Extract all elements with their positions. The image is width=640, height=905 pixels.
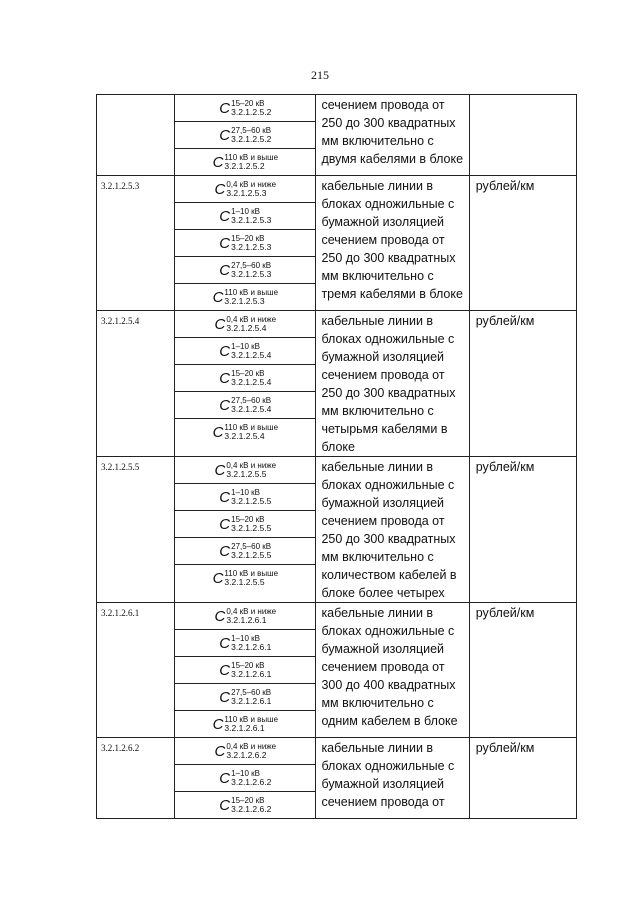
- rate-symbol: [214, 180, 276, 198]
- unit-cell: рублей/км: [469, 603, 576, 738]
- voltage-superscript: 110 кВ и выше: [224, 288, 279, 297]
- voltage-superscript: 110 кВ и выше: [224, 569, 279, 578]
- voltage-superscript: 110 кВ и выше: [224, 715, 279, 724]
- code-subscript: 3.2.1.2.6.1: [231, 669, 272, 679]
- table-row: [97, 311, 577, 457]
- rate-symbol-row: [175, 230, 315, 257]
- table-row: [97, 176, 577, 311]
- voltage-superscript: 27,5–60 кВ: [231, 542, 272, 551]
- tariff-table: [96, 94, 577, 819]
- rate-symbol-row: [175, 338, 315, 365]
- code-subscript: 3.2.1.2.6.1: [224, 723, 265, 733]
- symbol-cell: [175, 738, 316, 819]
- symbol-letter: C: [219, 369, 231, 387]
- rate-symbol: [213, 715, 278, 733]
- symbol-index: [231, 261, 271, 279]
- symbol-index: [224, 153, 278, 171]
- symbol-letter: C: [212, 153, 224, 171]
- code-subscript: 3.2.1.2.6.1: [231, 642, 272, 652]
- rate-symbol-row: [175, 765, 315, 792]
- symbol-cell: [175, 95, 316, 176]
- description-line: кабельные линии в: [321, 460, 434, 474]
- code-subscript: 3.2.1.2.5.2: [224, 161, 265, 171]
- description-cell: [316, 457, 469, 603]
- code-subscript: 3.2.1.2.5.5: [224, 577, 265, 587]
- symbol-index: [231, 796, 271, 814]
- table-row: [97, 457, 577, 603]
- code-subscript: 3.2.1.2.5.5: [231, 523, 272, 533]
- description-line: сечением провода от: [321, 514, 445, 528]
- description-line: блоке: [321, 440, 355, 454]
- symbol-letter: C: [214, 461, 226, 479]
- symbol-letter: C: [219, 396, 231, 414]
- symbol-stack: [175, 738, 315, 818]
- row-code: 3.2.1.2.5.5: [97, 457, 175, 603]
- description-line: тремя кабелями в блоке: [321, 287, 463, 301]
- voltage-superscript: 15–20 кВ: [231, 369, 265, 378]
- rate-symbol-row: [175, 565, 315, 591]
- description-line: 250 до 300 квадратных: [321, 532, 456, 546]
- voltage-superscript: 1–10 кВ: [231, 769, 260, 778]
- voltage-superscript: 0,4 кВ и ниже: [226, 315, 277, 324]
- voltage-superscript: 0,4 кВ и ниже: [226, 180, 277, 189]
- symbol-index: [226, 315, 276, 333]
- rate-symbol: [214, 461, 276, 479]
- description-line: кабельные линии в: [321, 606, 434, 620]
- rate-symbol-row: [175, 257, 315, 284]
- rate-symbol: [213, 423, 278, 441]
- rate-symbol: [219, 207, 271, 225]
- code-subscript: 3.2.1.2.6.2: [226, 750, 267, 760]
- description-line: сечением провода от: [321, 98, 445, 112]
- description-line: мм включительно с: [321, 404, 434, 418]
- symbol-letter: C: [212, 569, 224, 587]
- table-row: [97, 603, 577, 738]
- voltage-superscript: 0,4 кВ и ниже: [226, 742, 277, 751]
- description-cell: [316, 95, 469, 176]
- rate-symbol-row: [175, 176, 315, 203]
- table-row: [97, 738, 577, 819]
- description-line: блоках одножильные с: [321, 478, 455, 492]
- rate-symbol-row: [175, 484, 315, 511]
- voltage-superscript: 110 кВ и выше: [224, 153, 279, 162]
- symbol-index: [231, 369, 271, 387]
- description-cell: [316, 311, 469, 457]
- code-subscript: 3.2.1.2.5.5: [226, 469, 267, 479]
- rate-symbol-row: [175, 392, 315, 419]
- voltage-superscript: 15–20 кВ: [231, 515, 265, 524]
- description-line: бумажной изоляцией: [321, 215, 445, 229]
- rate-symbol-row: [175, 95, 315, 122]
- symbol-index: [224, 569, 278, 587]
- symbol-index: [226, 180, 276, 198]
- rate-symbol: [219, 542, 271, 560]
- symbol-letter: C: [214, 315, 226, 333]
- symbol-letter: C: [219, 688, 231, 706]
- symbol-index: [226, 461, 276, 479]
- rate-symbol-row: [175, 684, 315, 711]
- voltage-superscript: 0,4 кВ и ниже: [226, 461, 277, 470]
- description-line: количеством кабелей в: [321, 568, 457, 582]
- description-line: 300 до 400 квадратных: [321, 678, 456, 692]
- description-line: двумя кабелями в блоке: [321, 152, 464, 166]
- rate-symbol: [219, 126, 271, 144]
- rate-symbol: [214, 607, 276, 625]
- unit-cell: рублей/км: [469, 176, 576, 311]
- table-row: [97, 95, 577, 176]
- row-code: 3.2.1.2.5.4: [97, 311, 175, 457]
- description-line: мм включительно с: [321, 269, 434, 283]
- voltage-superscript: 15–20 кВ: [231, 99, 265, 108]
- symbol-letter: C: [219, 261, 231, 279]
- code-subscript: 3.2.1.2.6.1: [226, 615, 267, 625]
- rate-symbol: [219, 396, 271, 414]
- voltage-superscript: 15–20 кВ: [231, 796, 265, 805]
- code-subscript: 3.2.1.2.5.5: [231, 550, 272, 560]
- rate-symbol: [219, 769, 271, 787]
- description-line: сечением провода от: [321, 660, 445, 674]
- symbol-letter: C: [219, 769, 231, 787]
- description-line: бумажной изоляцией: [321, 496, 445, 510]
- symbol-stack: [175, 176, 315, 310]
- voltage-superscript: 1–10 кВ: [231, 207, 260, 216]
- code-subscript: 3.2.1.2.6.2: [231, 777, 272, 787]
- voltage-superscript: 110 кВ и выше: [224, 423, 279, 432]
- code-subscript: 3.2.1.2.6.2: [231, 804, 272, 814]
- rate-symbol: [219, 796, 271, 814]
- rate-symbol: [219, 261, 271, 279]
- unit-cell: рублей/км: [469, 457, 576, 603]
- rate-symbol-row: [175, 657, 315, 684]
- description-line: 250 до 300 квадратных: [321, 251, 456, 265]
- symbol-index: [224, 715, 278, 733]
- rate-symbol: [219, 234, 271, 252]
- rate-symbol: [214, 742, 276, 760]
- code-subscript: 3.2.1.2.5.4: [226, 323, 267, 333]
- rate-symbol-row: [175, 603, 315, 630]
- symbol-stack: [175, 457, 315, 591]
- symbol-index: [231, 688, 271, 706]
- code-subscript: 3.2.1.2.5.4: [224, 431, 265, 441]
- rate-symbol: [213, 288, 278, 306]
- description-line: сечением провода от: [321, 795, 445, 809]
- rate-symbol: [219, 488, 271, 506]
- row-code: 3.2.1.2.6.1: [97, 603, 175, 738]
- symbol-cell: [175, 311, 316, 457]
- rate-symbol-row: [175, 538, 315, 565]
- description-line: блоках одножильные с: [321, 332, 455, 346]
- description-line: блоках одножильные с: [321, 759, 455, 773]
- rate-symbol: [214, 315, 276, 333]
- row-code: [97, 95, 175, 176]
- symbol-index: [231, 634, 271, 652]
- symbol-index: [231, 99, 271, 117]
- rate-symbol: [219, 99, 271, 117]
- voltage-superscript: 27,5–60 кВ: [231, 126, 272, 135]
- rate-symbol-row: [175, 738, 315, 765]
- description-line: блоках одножильные с: [321, 624, 455, 638]
- rate-symbol-row: [175, 365, 315, 392]
- description-cell: [316, 176, 469, 311]
- row-code: 3.2.1.2.5.3: [97, 176, 175, 311]
- rate-symbol: [219, 661, 271, 679]
- description-line: кабельные линии в: [321, 741, 434, 755]
- symbol-index: [231, 488, 271, 506]
- symbol-index: [231, 207, 271, 225]
- rate-symbol-row: [175, 419, 315, 445]
- description-line: четырьмя кабелями в: [321, 422, 448, 436]
- voltage-superscript: 15–20 кВ: [231, 234, 265, 243]
- description-line: сечением провода от: [321, 368, 445, 382]
- voltage-superscript: 0,4 кВ и ниже: [226, 607, 277, 616]
- voltage-superscript: 27,5–60 кВ: [231, 261, 272, 270]
- page-number: 215: [311, 68, 329, 82]
- description-line: одним кабелем в блоке: [321, 714, 458, 728]
- description-line: бумажной изоляцией: [321, 642, 445, 656]
- symbol-index: [231, 515, 271, 533]
- rate-symbol-row: [175, 122, 315, 149]
- symbol-index: [231, 126, 271, 144]
- symbol-letter: C: [212, 288, 224, 306]
- voltage-superscript: 15–20 кВ: [231, 661, 265, 670]
- unit-cell: рублей/км: [469, 738, 576, 819]
- rate-symbol-row: [175, 457, 315, 484]
- symbol-stack: [175, 311, 315, 445]
- code-subscript: 3.2.1.2.5.2: [231, 134, 272, 144]
- rate-symbol: [219, 369, 271, 387]
- symbol-index: [231, 234, 271, 252]
- voltage-superscript: 1–10 кВ: [231, 488, 260, 497]
- rate-symbol-row: [175, 149, 315, 175]
- symbol-letter: C: [219, 542, 231, 560]
- symbol-cell: [175, 176, 316, 311]
- symbol-letter: C: [219, 342, 231, 360]
- symbol-index: [231, 542, 271, 560]
- code-subscript: 3.2.1.2.5.5: [231, 496, 272, 506]
- description-line: бумажной изоляцией: [321, 777, 445, 791]
- description-line: сечением провода от: [321, 233, 445, 247]
- symbol-letter: C: [212, 423, 224, 441]
- symbol-letter: C: [219, 634, 231, 652]
- unit-cell: рублей/км: [469, 311, 576, 457]
- code-subscript: 3.2.1.2.5.3: [231, 215, 272, 225]
- symbol-index: [231, 769, 271, 787]
- symbol-index: [226, 607, 276, 625]
- description-line: мм включительно с: [321, 696, 434, 710]
- symbol-letter: C: [219, 488, 231, 506]
- code-subscript: 3.2.1.2.5.4: [231, 377, 272, 387]
- code-subscript: 3.2.1.2.5.3: [231, 242, 272, 252]
- symbol-index: [231, 661, 271, 679]
- description-line: бумажной изоляцией: [321, 350, 445, 364]
- code-subscript: 3.2.1.2.5.4: [231, 350, 272, 360]
- symbol-stack: [175, 603, 315, 737]
- description-line: мм включительно с: [321, 134, 434, 148]
- description-cell: [316, 738, 469, 819]
- symbol-letter: C: [219, 796, 231, 814]
- symbol-index: [231, 342, 271, 360]
- description-line: 250 до 300 квадратных: [321, 116, 456, 130]
- table-body: [97, 95, 577, 819]
- symbol-cell: [175, 603, 316, 738]
- rate-symbol: [213, 569, 278, 587]
- description-line: кабельные линии в: [321, 179, 434, 193]
- rate-symbol: [213, 153, 278, 171]
- symbol-stack: [175, 95, 315, 175]
- rate-symbol: [219, 688, 271, 706]
- rate-symbol: [219, 634, 271, 652]
- voltage-superscript: 27,5–60 кВ: [231, 396, 272, 405]
- description-line: мм включительно с: [321, 550, 434, 564]
- symbol-index: [224, 423, 278, 441]
- code-subscript: 3.2.1.2.6.1: [231, 696, 272, 706]
- rate-symbol-row: [175, 792, 315, 818]
- symbol-letter: C: [212, 715, 224, 733]
- symbol-index: [231, 396, 271, 414]
- description-cell: [316, 603, 469, 738]
- rate-symbol-row: [175, 311, 315, 338]
- code-subscript: 3.2.1.2.5.4: [231, 404, 272, 414]
- symbol-letter: C: [214, 180, 226, 198]
- symbol-cell: [175, 457, 316, 603]
- voltage-superscript: 27,5–60 кВ: [231, 688, 272, 697]
- symbol-letter: C: [219, 99, 231, 117]
- code-subscript: 3.2.1.2.5.3: [231, 269, 272, 279]
- symbol-letter: C: [219, 515, 231, 533]
- rate-symbol: [219, 342, 271, 360]
- symbol-index: [226, 742, 276, 760]
- symbol-letter: C: [219, 207, 231, 225]
- symbol-index: [224, 288, 278, 306]
- code-subscript: 3.2.1.2.5.2: [231, 107, 272, 117]
- symbol-letter: C: [214, 607, 226, 625]
- rate-symbol-row: [175, 630, 315, 657]
- rate-symbol-row: [175, 284, 315, 310]
- description-line: блоке более четырех: [321, 586, 445, 600]
- unit-cell: [469, 95, 576, 176]
- description-line: кабельные линии в: [321, 314, 434, 328]
- code-subscript: 3.2.1.2.5.3: [226, 188, 267, 198]
- symbol-letter: C: [214, 742, 226, 760]
- rate-symbol-row: [175, 203, 315, 230]
- description-line: 250 до 300 квадратных: [321, 386, 456, 400]
- rate-symbol-row: [175, 711, 315, 737]
- voltage-superscript: 1–10 кВ: [231, 634, 260, 643]
- code-subscript: 3.2.1.2.5.3: [224, 296, 265, 306]
- description-line: блоках одножильные с: [321, 197, 455, 211]
- symbol-letter: C: [219, 661, 231, 679]
- rate-symbol: [219, 515, 271, 533]
- symbol-letter: C: [219, 126, 231, 144]
- voltage-superscript: 1–10 кВ: [231, 342, 260, 351]
- symbol-letter: C: [219, 234, 231, 252]
- row-code: 3.2.1.2.6.2: [97, 738, 175, 819]
- rate-symbol-row: [175, 511, 315, 538]
